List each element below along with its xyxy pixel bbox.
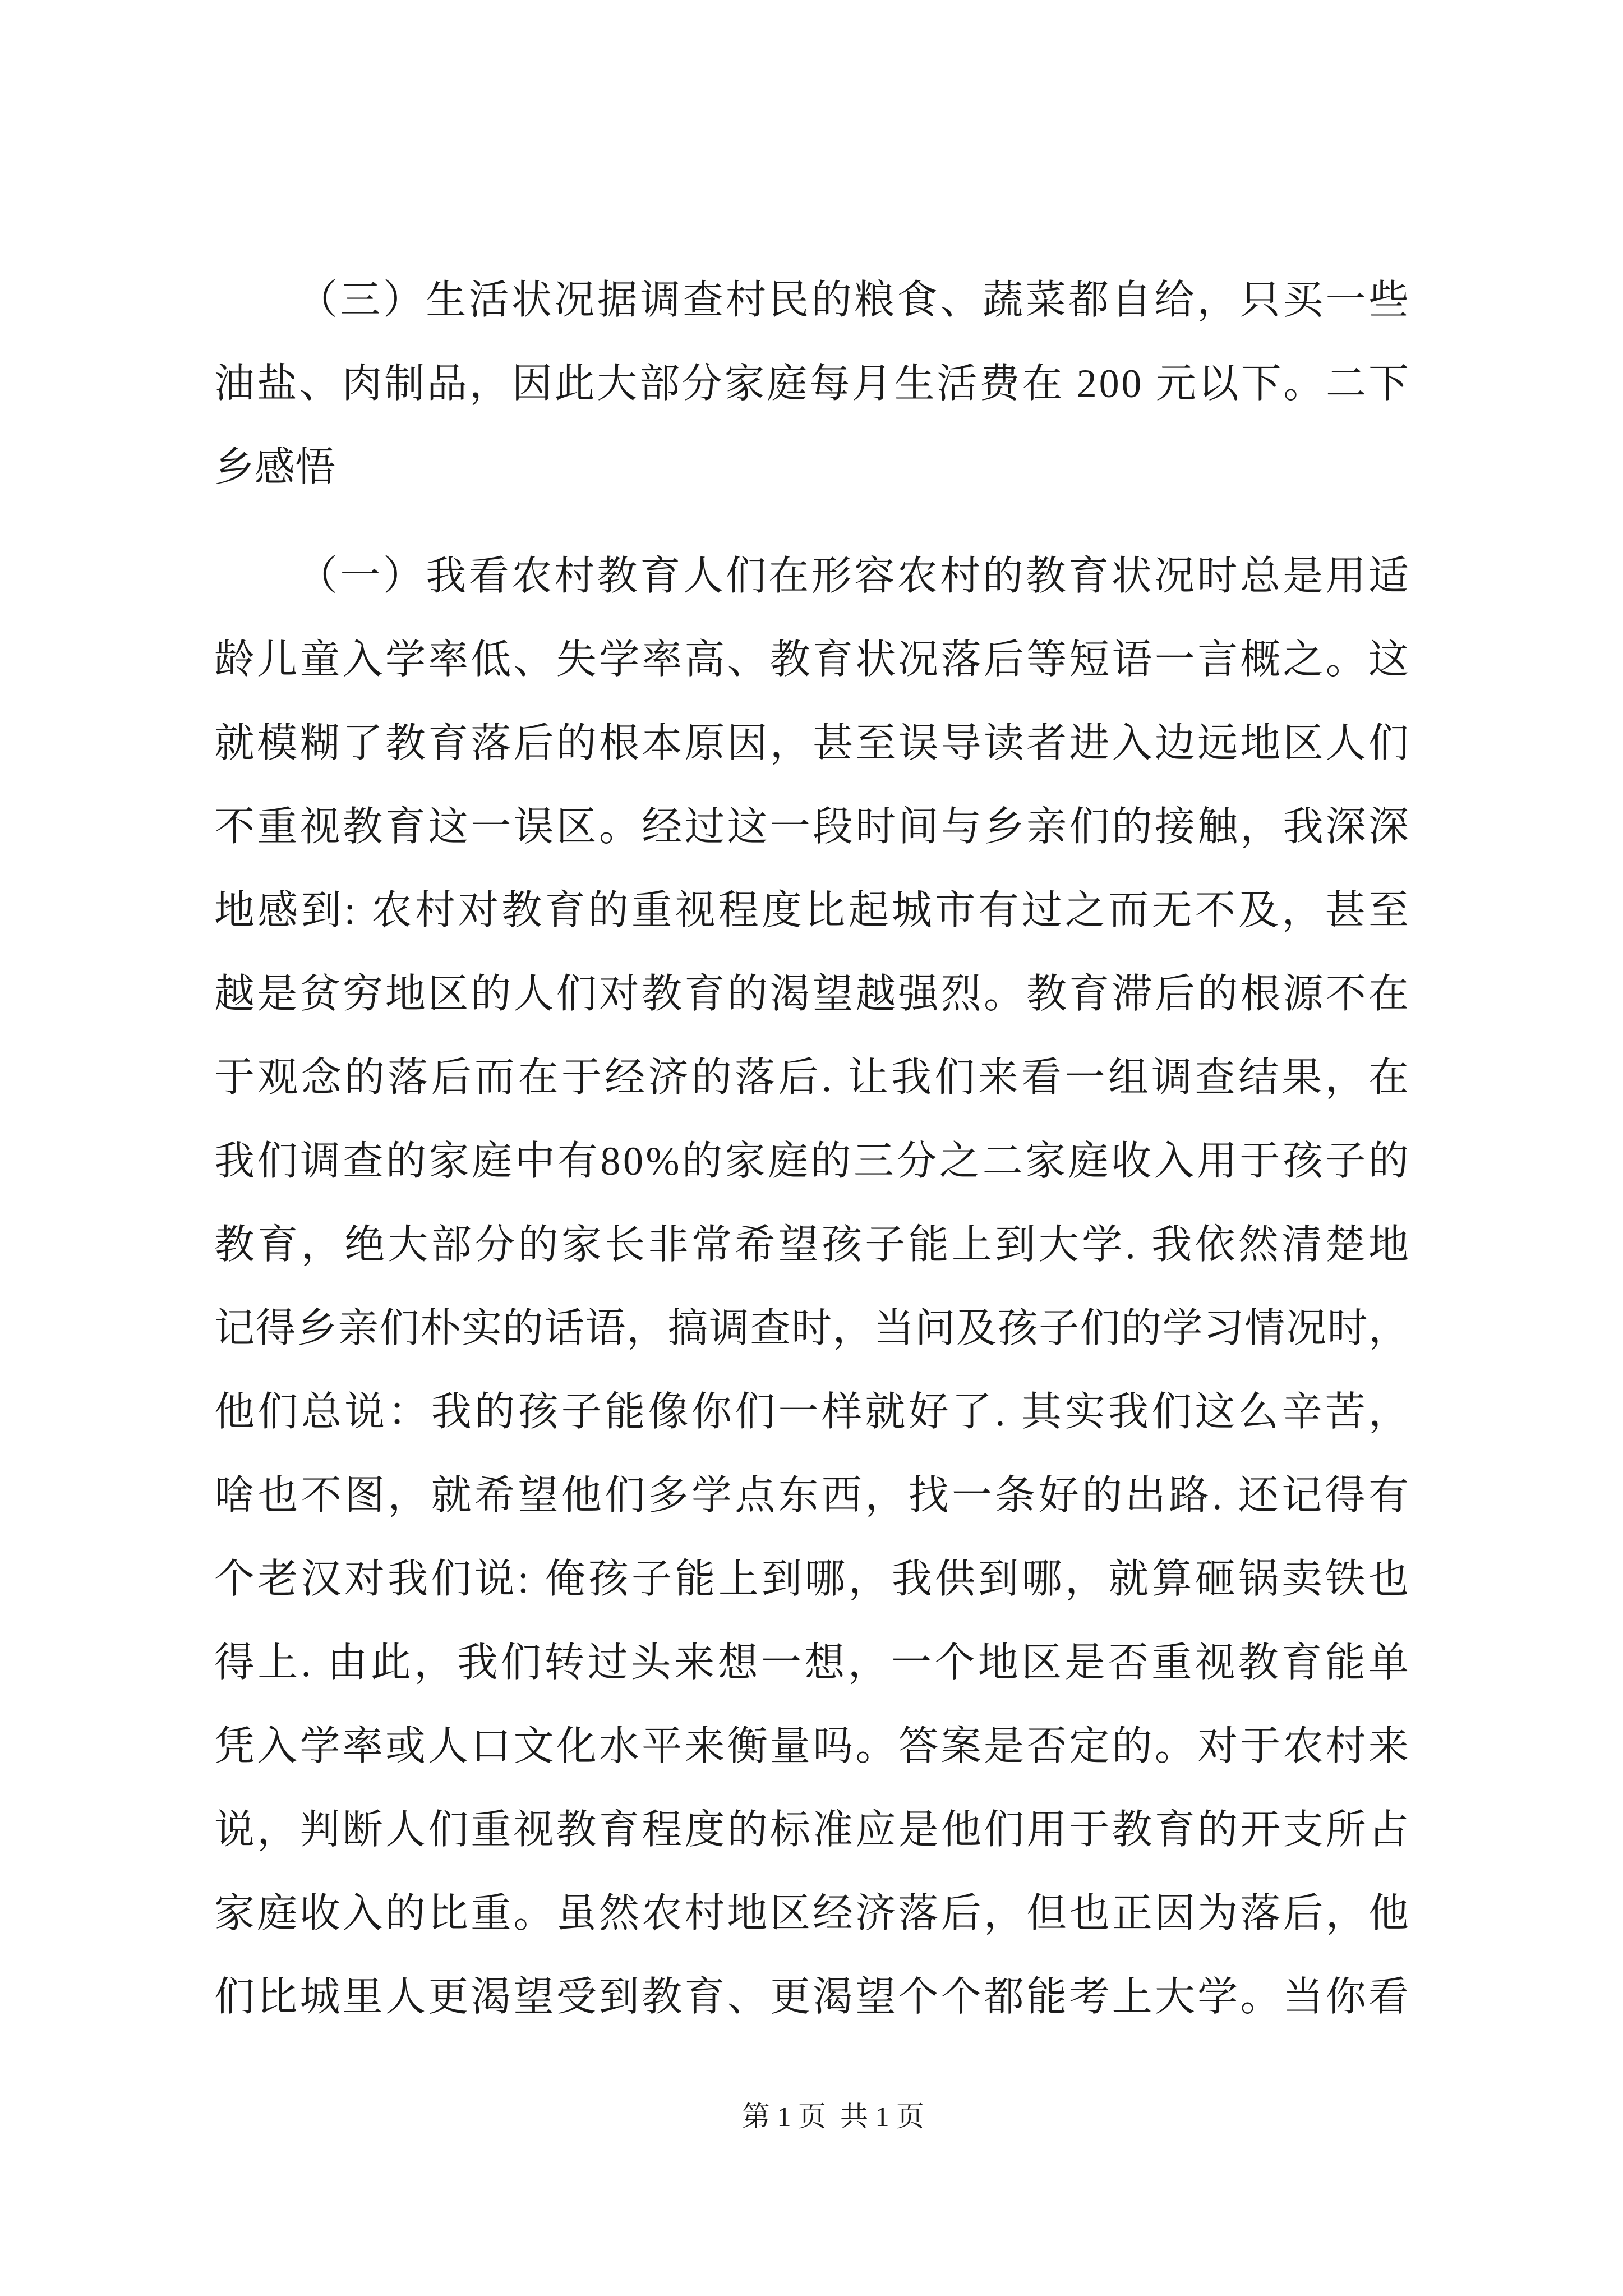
text-line: （三）生活状况据调查村民的粮食、蔬菜都自给，只买一些 [297, 278, 1412, 323]
text-line: 们比城里人更渴望受到教育、更渴望个个都能考上大学。当你看 [214, 1975, 1412, 2019]
text-line: 记得乡亲们朴实的话语，搞调查时，当问及孩子们的学习情况时， [214, 1306, 1410, 1351]
text-line: 啥也不图，就希望他们多学点东西，找一条好的出路. 还记得有 [214, 1473, 1412, 1518]
document-body [214, 259, 1412, 2039]
page-number-footer: 第 1 页 共 1 页 [742, 2101, 924, 2132]
text-line: 教育，绝大部分的家长非常希望孩子能上到大学. 我依然清楚地 [214, 1222, 1412, 1267]
text-line: 于观念的落后而在于经济的落后. 让我们来看一组调查结果，在 [214, 1055, 1412, 1100]
text-line: 不重视教育这一误区。经过这一段时间与乡亲们的接触，我深深 [214, 804, 1412, 849]
paragraph-living-conditions [214, 259, 1412, 509]
text-line: 说，判断人们重视教育程度的标准应是他们用于教育的开支所占 [214, 1807, 1412, 1852]
text-line: 家庭收入的比重。虽然农村地区经济落后，但也正因为落后，他 [214, 1891, 1412, 1936]
text-line: 油盐、肉制品，因此大部分家庭每月生活费在 200 元以下。二下 [214, 361, 1411, 406]
text-line: 凭入学率或人口文化水平来衡量吗。答案是否定的。对于农村来 [214, 1724, 1412, 1769]
text-line: 地感到: 农村对教育的重视程度比起城市有过之而无不及，甚至 [214, 888, 1412, 933]
text-line: （一）我看农村教育人们在形容农村的教育状况时总是用适 [297, 554, 1412, 599]
text-line: 就模糊了教育落后的根本原因，甚至误导读者进入边远地区人们 [214, 721, 1412, 766]
text-line: 他们总说：我的孩子能像你们一样就好了. 其实我们这么辛苦， [214, 1389, 1412, 1434]
text-line: 我们调查的家庭中有80%的家庭的三分之二家庭收入用于孩子的 [214, 1139, 1412, 1184]
paragraph-rural-education [214, 535, 1412, 2039]
text-line: 个老汉对我们说: 俺孩子能上到哪，我供到哪，就算砸锅卖铁也 [214, 1557, 1412, 1602]
text-line: 越是贫穷地区的人们对教育的渴望越强烈。教育滞后的根源不在 [214, 972, 1412, 1016]
text-line: 龄儿童入学率低、失学率高、教育状况落后等短语一言概之。这 [214, 637, 1412, 682]
text-line: 得上. 由此，我们转过头来想一想，一个地区是否重视教育能单 [214, 1640, 1412, 1685]
text-line: 乡感悟 [214, 445, 336, 490]
